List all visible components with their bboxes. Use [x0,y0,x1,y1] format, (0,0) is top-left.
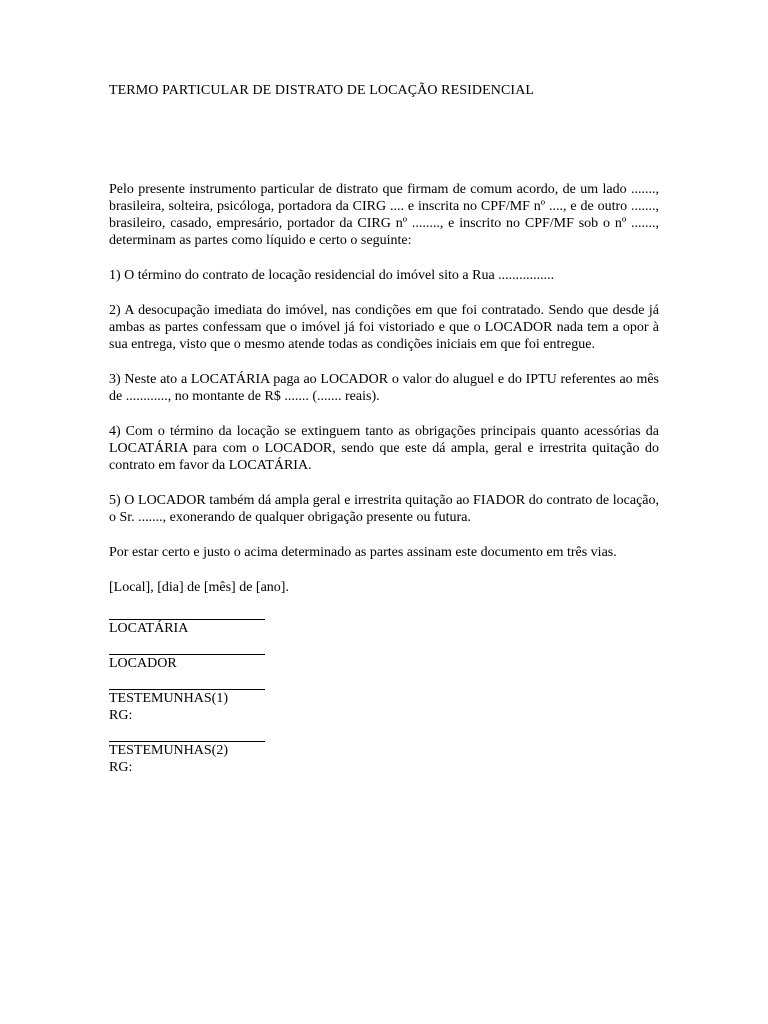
signature-label: LOCATÁRIA [109,621,189,636]
clause-1: 1) O término do contrato de locação residencial do imóvel sito a Rua ................ [109,268,555,283]
intro-paragraph: Pelo presente instrumento particular de distrato que firmam de comum acordo, de um lado ......., brasileira, solteira, psicóloga, portadora da CIRG .... e inscrita no CPF/MF nº ...., e de outro ......., brasileiro, casado, empresário, portador da CIRG nº ........, e inscrito no CPF/MF sob o nº ......., determinam as partes como líquido e certo o seguinte: [109,182,659,248]
signature-label: TESTEMUNHAS(1) [109,691,228,706]
signature-block-locador [109,654,659,672]
date-line: [Local], [dia] de [mês] de [ano]. [109,580,289,595]
closing-paragraph: Por estar certo e justo o acima determinado as partes assinam este documento em três vias. [109,545,617,560]
clause-5: 5) O LOCADOR também dá ampla geral e irrestrita quitação ao FIADOR do contrato de locação, o Sr. ......., exonerando de qualquer obrigação presente ou futura. [109,493,659,525]
signature-block-witness-2 [109,741,659,776]
clause-3: 3) Neste ato a LOCATÁRIA paga ao LOCADOR o valor do aluguel e do IPTU referentes ao mês de ............, no montante de R$ ....... (....... reais). [109,372,659,404]
signature-label: TESTEMUNHAS(2) [109,743,228,758]
signature-block-witness-1 [109,689,659,724]
clause-2: 2) A desocupação imediata do imóvel, nas condições em que foi contratado. Sendo que desde já ambas as partes confessam que o imóvel já foi vistoriado e que o LOCADOR nada tem a opor à sua entrega, visto que o mesmo atende todas as condições iniciais em que foi entregue. [109,303,659,352]
rg-label: RG: [109,708,133,723]
document-page [109,82,659,776]
rg-label: RG: [109,760,133,775]
signature-label: LOCADOR [109,656,177,671]
signature-block-locataria [109,619,659,637]
clause-4: 4) Com o término da locação se extinguem tanto as obrigações principais quanto acessórias da LOCATÁRIA para com o LOCADOR, sendo que este dá ampla, geral e irrestrita quitação do contrato em favor da LOCATÁRIA. [109,424,659,473]
document-title: TERMO PARTICULAR DE DISTRATO DE LOCAÇÃO RESIDENCIAL [109,83,535,98]
